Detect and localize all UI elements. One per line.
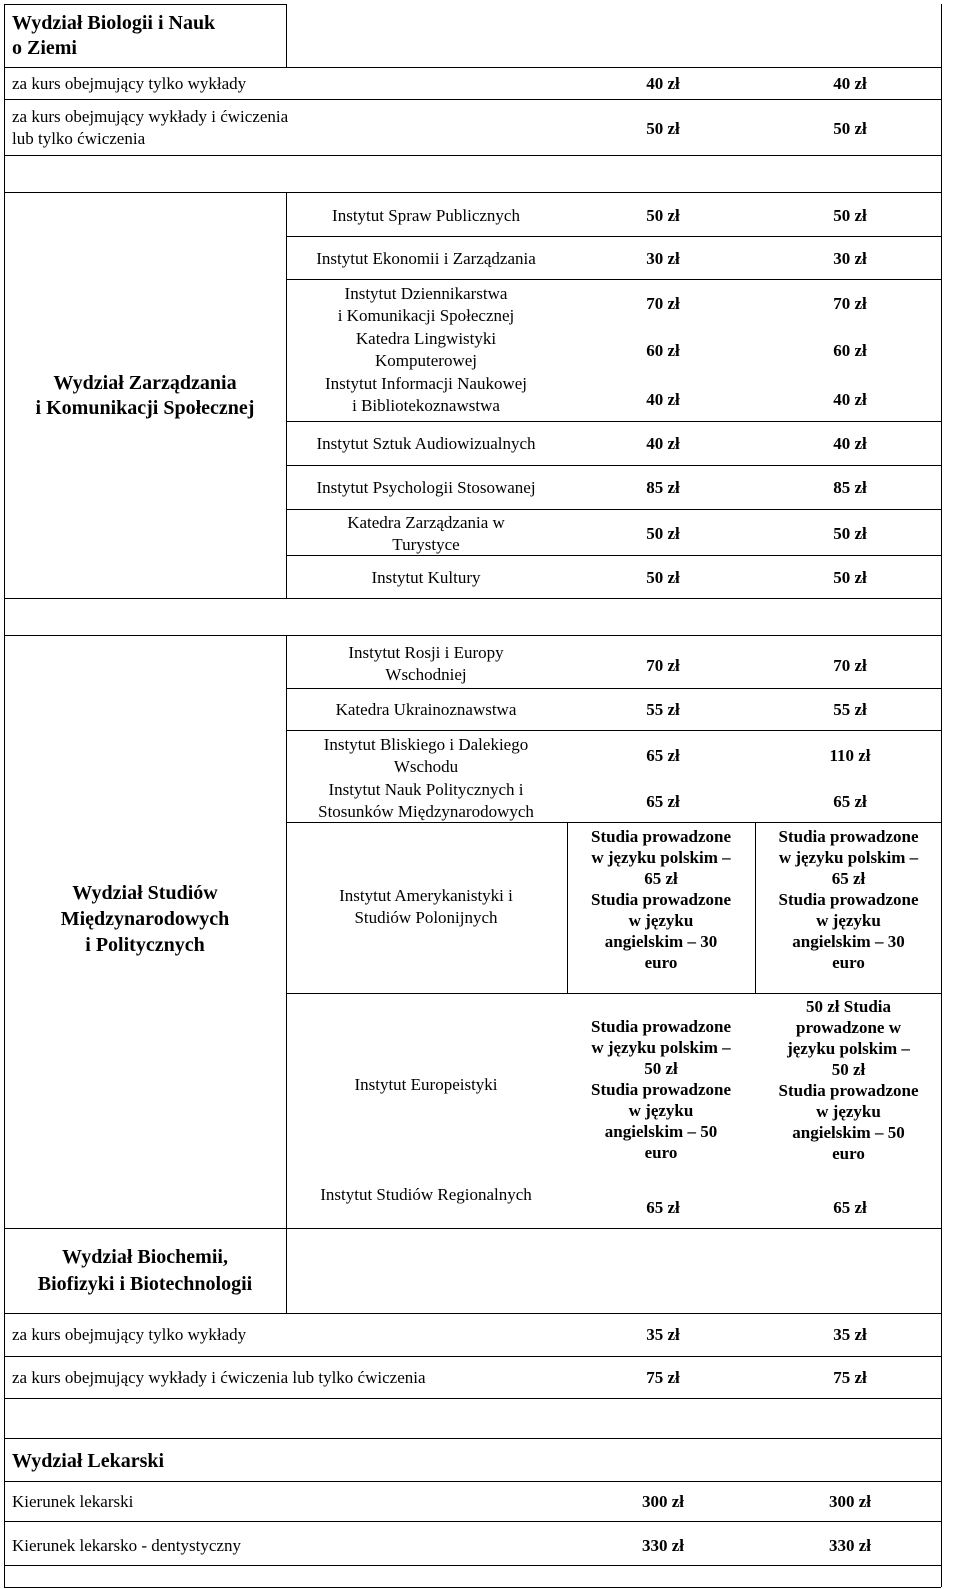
institute-name: Instytut Europeistyki bbox=[354, 1075, 498, 1094]
price-value: 300 zł bbox=[828, 1492, 872, 1511]
price-value: 70 zł bbox=[646, 294, 680, 313]
faculty-title: Międzynarodowych bbox=[60, 908, 230, 930]
price-value: 50 zł bbox=[646, 206, 680, 225]
price-value: 40 zł bbox=[646, 74, 680, 93]
course-label: Kierunek lekarski bbox=[12, 1492, 134, 1511]
price-value: 330 zł bbox=[828, 1536, 872, 1555]
course-label: za kurs obejmujący wykłady i ćwiczenia lub tylko ćwiczenia bbox=[12, 1368, 426, 1387]
price-value: 70 zł bbox=[646, 656, 680, 675]
course-label: za kurs obejmujący tylko wykłady bbox=[12, 74, 247, 93]
institute-name: Instytut Nauk Politycznych i bbox=[328, 780, 524, 799]
price-value: 85 zł bbox=[646, 478, 680, 497]
price-value: 110 zł bbox=[829, 746, 871, 765]
price-value: 85 zł bbox=[833, 478, 867, 497]
institute-name: Instytut Amerykanistyki i bbox=[339, 886, 513, 905]
institute-name: Instytut Spraw Publicznych bbox=[332, 206, 520, 225]
price-value: 35 zł bbox=[646, 1325, 680, 1344]
course-label: lub tylko ćwiczenia bbox=[12, 129, 146, 148]
institute-name: Wschodniej bbox=[385, 665, 467, 684]
price-value: 35 zł bbox=[833, 1325, 867, 1344]
price-value: 65 zł bbox=[646, 792, 680, 811]
institute-name: Instytut Informacji Naukowej bbox=[324, 374, 528, 393]
price-value: 300 zł bbox=[641, 1492, 685, 1511]
price-value: 50 zł bbox=[833, 524, 867, 543]
institute-name: Instytut Bliskiego i Dalekiego bbox=[323, 735, 529, 754]
price-value: 65 zł bbox=[833, 1198, 867, 1217]
institute-name: i Bibliotekoznawstwa bbox=[352, 396, 500, 415]
course-label: za kurs obejmujący tylko wykłady bbox=[12, 1325, 247, 1344]
price-value: 55 zł bbox=[833, 700, 867, 719]
faculty-title: Biofizyki i Biotechnologii bbox=[37, 1273, 253, 1295]
price-value: 65 zł bbox=[646, 746, 680, 765]
price-value: 50 zł bbox=[833, 568, 867, 587]
institute-name: Wschodu bbox=[393, 757, 459, 776]
institute-name: Instytut Psychologii Stosowanej bbox=[316, 478, 536, 497]
institute-name: Instytut Rosji i Europy bbox=[348, 643, 504, 662]
price-value: 40 zł bbox=[646, 434, 680, 453]
price-value: 60 zł bbox=[646, 341, 680, 360]
price-value: 75 zł bbox=[833, 1368, 867, 1387]
price-value: 50 zł bbox=[646, 524, 680, 543]
price-value: 50 zł bbox=[646, 119, 680, 138]
institute-name: Instytut Ekonomii i Zarządzania bbox=[316, 249, 536, 268]
price-value: 65 zł bbox=[646, 1198, 680, 1217]
price-value: 55 zł bbox=[646, 700, 680, 719]
price-value: 70 zł bbox=[833, 294, 867, 313]
institute-name: Stosunków Międzynarodowych bbox=[318, 802, 534, 821]
faculty-title: Wydział Biochemii, bbox=[62, 1246, 228, 1268]
price-value: 40 zł bbox=[833, 390, 867, 409]
price-value: 50 zł bbox=[833, 119, 867, 138]
institute-name: Instytut Sztuk Audiowizualnych bbox=[316, 434, 536, 453]
institute-name: Turystyce bbox=[392, 535, 460, 554]
institute-name: Instytut Kultury bbox=[371, 568, 481, 587]
price-value: 30 zł bbox=[646, 249, 680, 268]
institute-name: Instytut Dziennikarstwa bbox=[344, 284, 508, 303]
institute-name: Studiów Polonijnych bbox=[354, 908, 498, 927]
institute-name: Katedra Lingwistyki bbox=[355, 329, 497, 348]
faculty-title: Wydział Biologii i Nauk bbox=[12, 12, 216, 34]
course-label: Kierunek lekarsko - dentystyczny bbox=[12, 1536, 241, 1555]
faculty-title: Wydział Lekarski bbox=[12, 1450, 165, 1472]
price-value: 40 zł bbox=[646, 390, 680, 409]
price-value: 75 zł bbox=[646, 1368, 680, 1387]
institute-name: Katedra Ukrainoznawstwa bbox=[335, 700, 517, 719]
faculty-title: i Komunikacji Społecznej bbox=[35, 397, 255, 419]
price-value: 30 zł bbox=[833, 249, 867, 268]
price-value: 70 zł bbox=[833, 656, 867, 675]
price-note: Studia prowadzone w języku polskim – 65 zł Studia prowadzone w języku angielskim – 30 euro bbox=[778, 827, 919, 972]
price-note: Studia prowadzone w języku polskim – 50 zł Studia prowadzone w języku angielskim – 50 euro bbox=[591, 1017, 731, 1162]
institute-name: i Komunikacji Społecznej bbox=[337, 306, 515, 325]
faculty-title: i Politycznych bbox=[85, 934, 205, 956]
faculty-title: o Ziemi bbox=[12, 37, 77, 59]
institute-name: Instytut Studiów Regionalnych bbox=[320, 1185, 532, 1204]
institute-name: Katedra Zarządzania w bbox=[347, 513, 505, 532]
price-value: 65 zł bbox=[833, 792, 867, 811]
price-value: 40 zł bbox=[833, 434, 867, 453]
price-note: 50 zł Studia prowadzone w języku polskim – 50 zł Studia prowadzone w języku angielskim – 50 euro bbox=[778, 997, 919, 1163]
price-value: 330 zł bbox=[641, 1536, 685, 1555]
institute-name: Komputerowej bbox=[375, 351, 477, 370]
price-value: 60 zł bbox=[833, 341, 867, 360]
faculty-title: Wydział Zarządzania bbox=[53, 372, 237, 394]
price-note: Studia prowadzone w języku polskim – 65 zł Studia prowadzone w języku angielskim – 30 euro bbox=[591, 827, 731, 972]
price-value: 40 zł bbox=[833, 74, 867, 93]
price-value: 50 zł bbox=[646, 568, 680, 587]
course-label: za kurs obejmujący wykłady i ćwiczenia bbox=[12, 107, 289, 126]
price-value: 50 zł bbox=[833, 206, 867, 225]
faculty-title: Wydział Studiów bbox=[72, 882, 218, 904]
